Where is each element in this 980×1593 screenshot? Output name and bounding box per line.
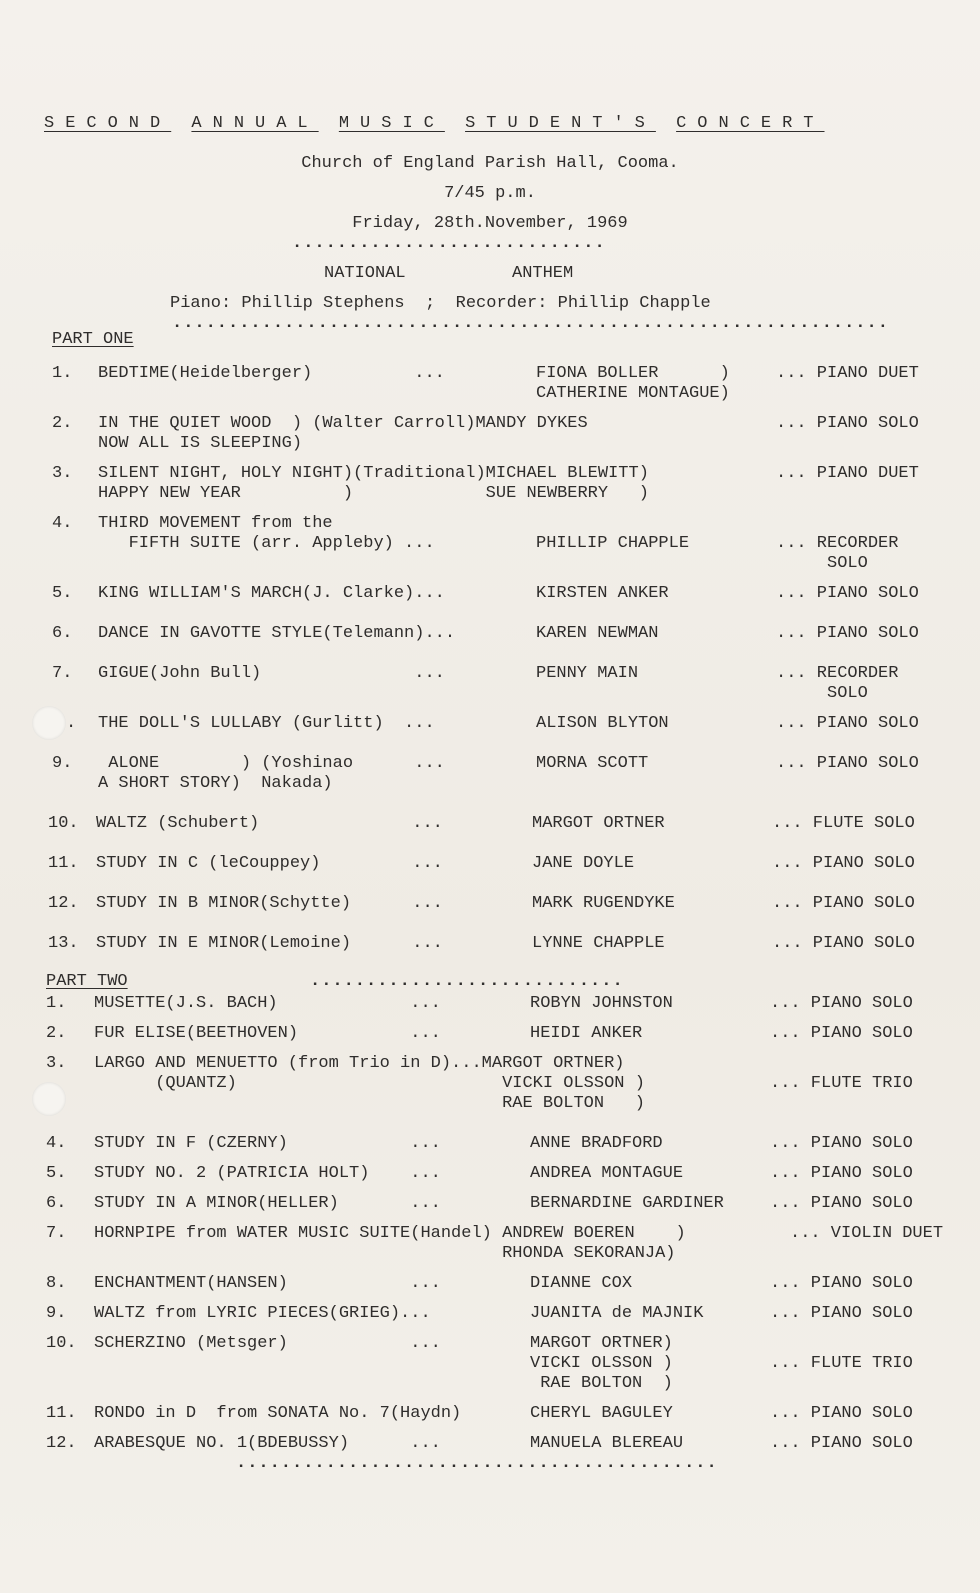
item-work: DANCE IN GAVOTTE STYLE(Telemann)... (98, 624, 456, 643)
item-number: 9. (52, 754, 73, 773)
program-item (0, 584, 980, 603)
title-word: CONCERT (676, 114, 825, 133)
item-performer: LYNNE CHAPPLE (532, 934, 665, 953)
punch-hole (32, 706, 66, 740)
item-work: ALONE ) (Yoshinao ... A SHORT STORY) Nakada) (98, 754, 445, 793)
item-instrument: ... PIANO SOLO (770, 1024, 913, 1043)
program-item (0, 1194, 980, 1213)
item-performer: ANDREA MONTAGUE (530, 1164, 684, 1183)
program-item (0, 1404, 980, 1423)
item-number: 13. (48, 934, 79, 953)
item-instrument: ... PIANO SOLO (776, 714, 919, 733)
item-performer: MARGOT ORTNER) VICKI OLSSON ) RAE BOLTON ) (530, 1334, 673, 1393)
program-item (0, 854, 980, 873)
item-work: SILENT NIGHT, HOLY NIGHT)(Traditional)MICHAEL BLEWITT) HAPPY NEW YEAR ) SUE NEWBERRY ) (98, 464, 649, 503)
item-work: LARGO AND MENUETTO (from Trio in D)...MARGOT ORTNER) (QUANTZ) VICKI OLSSON ) RAE BOLTON ) (94, 1054, 645, 1113)
item-number: . (66, 714, 77, 733)
item-work: STUDY IN F (CZERNY) ... (94, 1134, 441, 1153)
item-performer: ALISON BLYTON (536, 714, 669, 733)
program-item (0, 1134, 980, 1153)
concert-time: 7/45 p.m. (444, 184, 536, 203)
item-number: 12. (48, 894, 79, 913)
part-two-heading: PART TWO (46, 972, 128, 991)
program-item (0, 894, 980, 913)
item-number: 2. (52, 414, 73, 433)
item-number: 4. (46, 1134, 67, 1153)
item-number: 11. (48, 854, 79, 873)
item-work: STUDY IN B MINOR(Schytte) ... (96, 894, 443, 913)
item-number: 10. (46, 1334, 77, 1353)
item-instrument: ... PIANO SOLO (770, 1134, 913, 1153)
item-performer: CHERYL BAGULEY (530, 1404, 673, 1423)
program-item (0, 1304, 980, 1323)
program-item (0, 1274, 980, 1293)
item-work: WALTZ from LYRIC PIECES(GRIEG)... (94, 1304, 431, 1323)
item-number: 1. (46, 994, 67, 1013)
item-instrument: ... RECORDER SOLO (776, 534, 899, 573)
item-number: 3. (52, 464, 73, 483)
item-performer: FIONA BOLLER ) CATHERINE MONTAGUE) (536, 364, 730, 403)
item-instrument: ... PIANO SOLO (770, 1434, 913, 1453)
item-number: 6. (46, 1194, 67, 1213)
item-work: GIGUE(John Bull) ... (98, 664, 445, 683)
program-item (0, 514, 980, 573)
item-instrument: ... PIANO SOLO (772, 894, 915, 913)
item-instrument: ... PIANO SOLO (776, 624, 919, 643)
program-item (0, 1334, 980, 1393)
program-item (0, 624, 980, 643)
item-instrument: ... PIANO DUET (776, 364, 919, 383)
item-work: MUSETTE(J.S. BACH) ... (94, 994, 441, 1013)
venue: Church of England Parish Hall, Cooma. (301, 154, 679, 173)
item-number: 2. (46, 1024, 67, 1043)
item-performer: PHILLIP CHAPPLE (536, 534, 690, 553)
item-performer: KIRSTEN ANKER (536, 584, 669, 603)
item-work: IN THE QUIET WOOD ) (Walter Carroll)MANDY DYKES NOW ALL IS SLEEPING) (98, 414, 588, 453)
item-instrument: ... PIANO SOLO (772, 854, 915, 873)
program-item (0, 1054, 980, 1113)
title-word: ANNUAL (191, 114, 319, 133)
item-work: WALTZ (Schubert) ... (96, 814, 443, 833)
item-performer: ANNE BRADFORD (530, 1134, 663, 1153)
item-performer: JUANITA de MAJNIK (530, 1304, 704, 1323)
end-separator-dots: ........................................... (236, 1454, 718, 1473)
item-instrument: ... VIOLIN DUET (790, 1224, 944, 1243)
item-instrument: ... PIANO SOLO (776, 584, 919, 603)
program-item (0, 714, 980, 733)
program-item (0, 364, 980, 403)
program-item (0, 664, 980, 703)
item-work: STUDY IN C (leCouppey) ... (96, 854, 443, 873)
item-instrument: ... PIANO SOLO (770, 1194, 913, 1213)
program-item (0, 754, 980, 793)
title-word: SECOND (44, 114, 172, 133)
item-work: RONDO in D from SONATA No. 7(Haydn) (94, 1404, 462, 1423)
item-number: 5. (46, 1164, 67, 1183)
program-item (0, 464, 980, 503)
item-instrument: ... PIANO SOLO (770, 994, 913, 1013)
item-performer: MANUELA BLEREAU (530, 1434, 684, 1453)
item-performer: HEIDI ANKER (530, 1024, 643, 1043)
item-performer: MARGOT ORTNER (532, 814, 665, 833)
item-instrument: ... PIANO SOLO (772, 934, 915, 953)
item-number: 9. (46, 1304, 67, 1323)
item-number: 12. (46, 1434, 77, 1453)
item-work: THIRD MOVEMENT from the FIFTH SUITE (arr. Appleby) ... (98, 514, 435, 553)
item-instrument: ... PIANO DUET (776, 464, 919, 483)
item-number: 7. (46, 1224, 67, 1243)
item-performer: JANE DOYLE (532, 854, 635, 873)
item-instrument: ... FLUTE TRIO (770, 1074, 913, 1093)
item-number: 3. (46, 1054, 67, 1073)
item-instrument: ... PIANO SOLO (770, 1304, 913, 1323)
item-work: ENCHANTMENT(HANSEN) ... (94, 1274, 441, 1293)
item-instrument: ... RECORDER SOLO (776, 664, 899, 703)
item-work: THE DOLL'S LULLABY (Gurlitt) ... (98, 714, 435, 733)
punch-hole (32, 1082, 66, 1116)
program-item (0, 1024, 980, 1043)
item-instrument: ... PIANO SOLO (776, 414, 919, 433)
item-number: 5. (52, 584, 73, 603)
concert-title (44, 114, 944, 133)
item-work: SCHERZINO (Metsger) ... (94, 1334, 441, 1353)
item-work: STUDY IN A MINOR(HELLER) ... (94, 1194, 441, 1213)
program-item (0, 934, 980, 953)
program-item (0, 994, 980, 1013)
item-performer: DIANNE COX (530, 1274, 633, 1293)
separator-dots: ............................ (292, 234, 606, 253)
item-performer: MORNA SCOTT (536, 754, 649, 773)
accompaniment-line: Piano: Phillip Stephens ; Recorder: Phillip Chapple (170, 294, 711, 313)
title-word: STUDENT'S (465, 114, 656, 133)
item-work: STUDY NO. 2 (PATRICIA HOLT) ... (94, 1164, 441, 1183)
item-instrument: ... PIANO SOLO (770, 1274, 913, 1293)
separator-dots: ................................................................ (172, 314, 889, 333)
item-performer: PENNY MAIN (536, 664, 639, 683)
program-item (0, 1164, 980, 1183)
item-number: 8. (46, 1274, 67, 1293)
program-item (0, 1434, 980, 1453)
item-work: HORNPIPE from WATER MUSIC SUITE(Handel) ANDREW BOEREN ) RHONDA SEKORANJA) (94, 1224, 686, 1263)
item-number: 1. (52, 364, 73, 383)
item-performer: KAREN NEWMAN (536, 624, 659, 643)
title-word: MUSIC (338, 114, 445, 133)
item-number: 11. (46, 1404, 77, 1423)
item-work: STUDY IN E MINOR(Lemoine) ... (96, 934, 443, 953)
item-number: 6. (52, 624, 73, 643)
anthem-label-right: ANTHEM (512, 264, 574, 283)
item-instrument: ... FLUTE SOLO (772, 814, 915, 833)
concert-date: Friday, 28th.November, 1969 (352, 214, 628, 233)
item-number: 4. (52, 514, 73, 533)
item-performer: MARK RUGENDYKE (532, 894, 675, 913)
separator-dots: ............................ (310, 972, 624, 991)
part-one-heading: PART ONE (52, 330, 134, 349)
item-instrument: ... PIANO SOLO (770, 1164, 913, 1183)
item-work: KING WILLIAM'S MARCH(J. Clarke)... (98, 584, 445, 603)
item-number: 7. (52, 664, 73, 683)
item-performer: ROBYN JOHNSTON (530, 994, 673, 1013)
item-number: 10. (48, 814, 79, 833)
program-item (0, 814, 980, 833)
item-instrument: ... PIANO SOLO (770, 1404, 913, 1423)
item-instrument: ... FLUTE TRIO (770, 1354, 913, 1373)
item-work: ARABESQUE NO. 1(BDEBUSSY) ... (94, 1434, 441, 1453)
program-item (0, 1224, 980, 1263)
item-work: FUR ELISE(BEETHOVEN) ... (94, 1024, 441, 1043)
item-work: BEDTIME(Heidelberger) ... (98, 364, 445, 383)
item-instrument: ... PIANO SOLO (776, 754, 919, 773)
item-performer: BERNARDINE GARDINER (530, 1194, 724, 1213)
anthem-label-left: NATIONAL (324, 264, 406, 283)
program-item (0, 414, 980, 453)
